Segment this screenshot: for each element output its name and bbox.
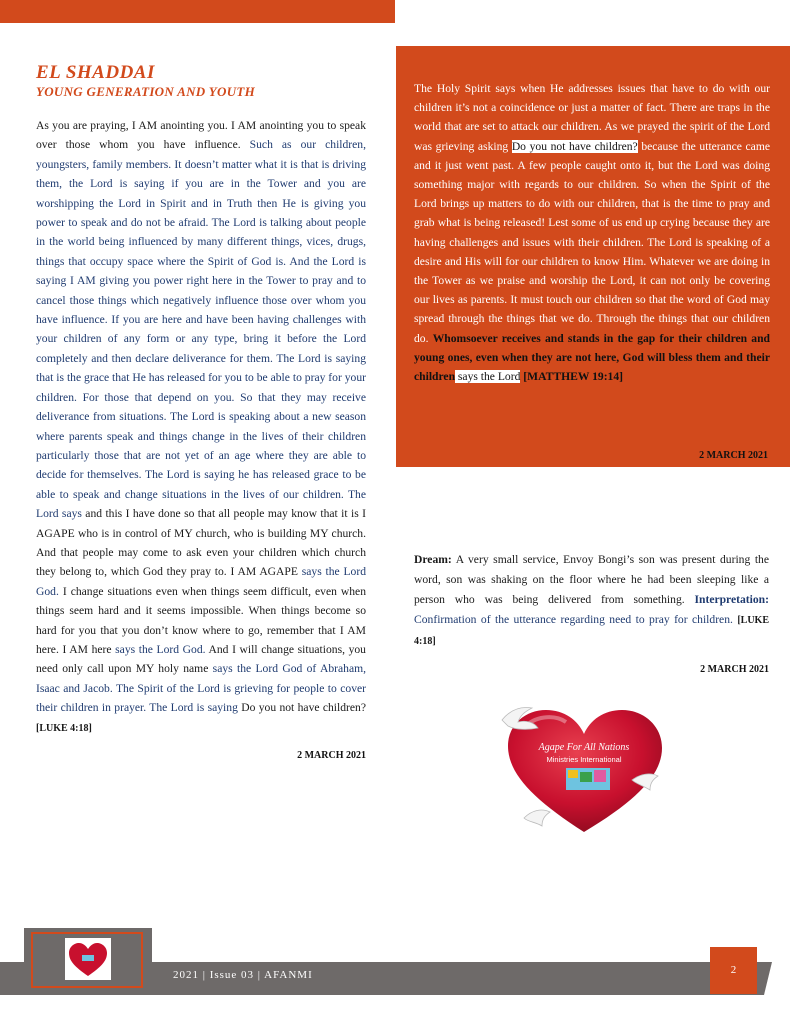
text-segment: As you are praying, I AM anointing you. I AM anointing you to speak over those whom you have influence. — [36, 119, 366, 152]
heart-logo-icon — [33, 934, 141, 986]
highlighted-question: Do you not have children? — [511, 139, 638, 153]
interpretation-label: Interpretation: — [694, 593, 769, 606]
scripture-reference: [LUKE 4:18] — [36, 722, 92, 734]
text-segment-blue: says the Lord God of Abraham, Isaac and Jacob. The Spirit of the Lord is grieving for people to cover their children in prayer. The Lord is saying — [36, 662, 367, 715]
text-segment: because the utterance came and it just went past. A few people caught onto it, but the Lord was doing something major with regards to our children. So when the Spirit of the Lord brings up matters to do with our children, that is the time to pray and grab what is being released! Lest some of us end up crying because they are having challenges and issues with their children. The Lord is speaking of a desire and His will for our children to know Him. Whatever we are doing in the Tower as we praise and worship the Lord, it can not only be covering our lives as parents. It must touch our children so that the word of God may spread through the things that we do. Through the things that our children do — [414, 139, 770, 345]
bold-blessing-text: Whomsoever receives and stands in the gap for their children and young ones, even when they are not here, God will bless them and their children — [414, 331, 770, 384]
orange-callout-box — [396, 46, 790, 467]
logo-subtitle: Ministries International — [546, 755, 622, 764]
footer-logo — [31, 932, 143, 988]
text-segment-blue: says the Lord God. — [36, 565, 366, 598]
text-segment: I change situations even when things seem difficult, even when things seem hard and it seems impossible. When things become so hard for you that you don’t know where to go, remember that I AM here. I AM here — [36, 584, 366, 656]
dream-label: Dream: — [414, 553, 452, 566]
dream-section — [414, 550, 769, 675]
top-accent-bar — [0, 0, 395, 23]
text-segment: Do you not have children? — [237, 701, 366, 715]
dream-text — [414, 550, 769, 652]
logo-title: Agape For All Nations — [538, 742, 630, 753]
scripture-reference: [LUKE 4:18] — [414, 615, 769, 647]
date-label: 2 MARCH 2021 — [699, 450, 768, 461]
text-segment: . — [425, 331, 433, 345]
date-label: 2 MARCH 2021 — [297, 750, 366, 761]
text-segment: And I will change situations, you need only call upon MY holy name — [36, 642, 366, 676]
page-number-box — [710, 947, 757, 994]
date-label: 2 MARCH 2021 — [700, 664, 769, 675]
scripture-reference: [MATTHEW 19:14] — [520, 370, 624, 384]
page-title: EL SHADDAI — [36, 62, 155, 83]
callout-text — [414, 79, 770, 386]
prophecy-text — [36, 116, 366, 738]
page-number: 2 — [730, 964, 737, 976]
text-segment: A very small service, Envoy Bongi’s son was present during the word, son was shaking on the floor where he had been sleeping like a person who was being delivered from something. — [414, 553, 769, 606]
heart-logo-icon — [494, 700, 674, 835]
text-segment: and this I have done so that all people may know that it is I AGAPE who is in control of MY church, who is building MY church. And that people may come to ask even your children which church they belong to, which God they pray to. I AM AGAPE — [36, 507, 366, 579]
interpretation-text: Confirmation of the utterance regarding need to pray for children. — [414, 613, 738, 626]
agape-logo — [494, 700, 674, 835]
text-segment-blue: Such as our children, youngsters, family members. It doesn’t matter what it is that is driving them, the Lord is saying if you are in the Tower and you are worshipping the Lord in Spirit and in Truth then He is giving you power to speak and do not be afraid. The Lord is talking about people in the world being influenced by many different things, vices, drugs, things that occupy space where the Spirit of God is. And the Lord is saying I AM giving you power right here in the Tower to pray and to cancel those things which negatively influence those over whom you have influence. If you are here and have been having challenges with your children of any form or any type, bring it before the Lord completely and then declare deliverance for them. The Lord is saying that is the grace that He has released for you to be able to pray for your children. For those that depend on you. So that they may receive deliverance from situations. The Lord is speaking about a new season where parents speak and things change in the lives of their children particularly those that are not yet of an age where they are able to decide for themselves. The Lord is saying he has released grace to be able to speak and change situations in the lives of our children. The Lord says — [36, 138, 367, 521]
left-column — [36, 62, 366, 761]
highlighted-says-lord: says the Lord — [455, 370, 521, 384]
text-segment-blue: says the Lord God. — [111, 642, 206, 656]
page-subtitle: YOUNG GENERATION AND YOUTH — [36, 84, 256, 99]
footer-issue-text: 2021 | Issue 03 | AFANMI — [173, 969, 313, 981]
text-segment: The Holy Spirit says when He addresses issues that have to do with our children it’s not a coincidence or just a matter of fact. There are traps in the world that are set to attack our children. As we prayed the spirit of the Lord was grieving asking — [414, 82, 770, 153]
